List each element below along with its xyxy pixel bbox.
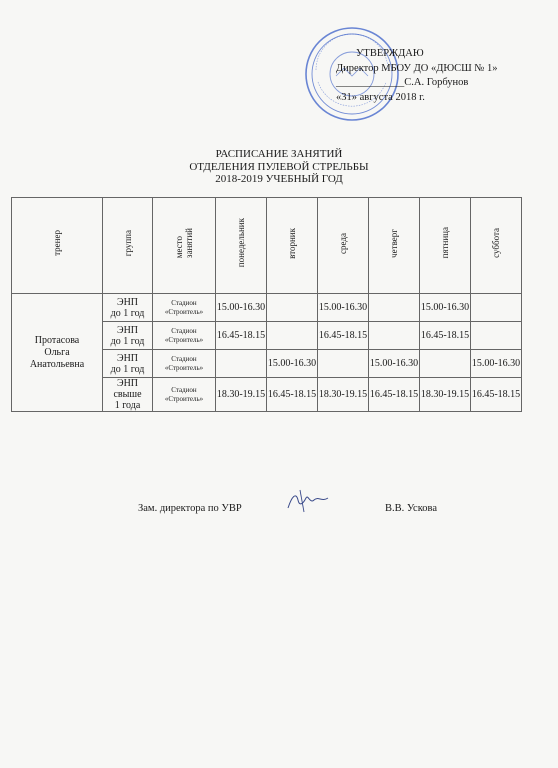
group-cell: ЭНП до 1 год bbox=[103, 294, 153, 322]
tue-cell: 15.00-16.30 bbox=[267, 350, 318, 378]
header-monday: понедельник bbox=[216, 198, 267, 294]
signature-name: В.В. Ускова bbox=[385, 503, 438, 514]
header-friday: пятница bbox=[420, 198, 471, 294]
table-header-row bbox=[12, 198, 522, 294]
signature-scribble bbox=[282, 486, 332, 516]
fri-cell: 18.30-19.15 bbox=[420, 378, 471, 412]
approval-block bbox=[336, 47, 536, 105]
mon-cell: 16.45-18.15 bbox=[216, 322, 267, 350]
approval-heading: УТВЕРЖДАЮ bbox=[356, 48, 424, 59]
mon-cell: 18.30-19.15 bbox=[216, 378, 267, 412]
group-cell: ЭНП до 1 год bbox=[103, 350, 153, 378]
fri-cell: 15.00-16.30 bbox=[420, 294, 471, 322]
tue-cell bbox=[267, 322, 318, 350]
title-line-2: ОТДЕЛЕНИЯ ПУЛЕВОЙ СТРЕЛЬБЫ bbox=[189, 160, 369, 173]
approval-date: «31» августа 2018 г. bbox=[336, 91, 425, 103]
wed-cell: 16.45-18.15 bbox=[318, 322, 369, 350]
sat-cell bbox=[471, 294, 522, 322]
place-cell: Стадион «Строитель» bbox=[153, 322, 216, 350]
table-row bbox=[12, 294, 522, 322]
signature-position: Зам. директора по УВР bbox=[138, 503, 242, 514]
approval-signatory: _____________С.А. Горбунов bbox=[336, 77, 469, 88]
mon-cell bbox=[216, 350, 267, 378]
sat-cell: 16.45-18.15 bbox=[471, 378, 522, 412]
header-thursday: четверг bbox=[369, 198, 420, 294]
sat-cell: 15.00-16.30 bbox=[471, 350, 522, 378]
schedule-table bbox=[11, 197, 522, 412]
group-cell: ЭНП свыше 1 года bbox=[103, 378, 153, 412]
thu-cell: 15.00-16.30 bbox=[369, 350, 420, 378]
sat-cell bbox=[471, 322, 522, 350]
group-cell: ЭНП до 1 год bbox=[103, 322, 153, 350]
place-cell: Стадион «Строитель» bbox=[153, 350, 216, 378]
coach-cell: Протасова Ольга Анатольевна bbox=[12, 294, 103, 412]
header-saturday: суббота bbox=[471, 198, 522, 294]
wed-cell bbox=[318, 350, 369, 378]
title-line-3: 2018-2019 УЧЕБНЫЙ ГОД bbox=[215, 173, 343, 185]
wed-cell: 15.00-16.30 bbox=[318, 294, 369, 322]
fri-cell: 16.45-18.15 bbox=[420, 322, 471, 350]
place-cell: Стадион «Строитель» bbox=[153, 378, 216, 412]
wed-cell: 18.30-19.15 bbox=[318, 378, 369, 412]
tue-cell bbox=[267, 294, 318, 322]
thu-cell: 16.45-18.15 bbox=[369, 378, 420, 412]
header-coach: тренер bbox=[12, 198, 103, 294]
thu-cell bbox=[369, 294, 420, 322]
thu-cell bbox=[369, 322, 420, 350]
header-wednesday: среда bbox=[318, 198, 369, 294]
place-cell: Стадион «Строитель» bbox=[153, 294, 216, 322]
header-group: группа bbox=[103, 198, 153, 294]
fri-cell bbox=[420, 350, 471, 378]
title-line-1: РАСПИСАНИЕ ЗАНЯТИЙ bbox=[215, 148, 343, 160]
document-title bbox=[0, 148, 558, 186]
mon-cell: 15.00-16.30 bbox=[216, 294, 267, 322]
tue-cell: 16.45-18.15 bbox=[267, 378, 318, 412]
header-tuesday: вторник bbox=[267, 198, 318, 294]
header-place: местозанятий bbox=[153, 198, 216, 294]
approval-position: Директор МБОУ ДО «ДЮСШ № 1» bbox=[336, 62, 498, 74]
